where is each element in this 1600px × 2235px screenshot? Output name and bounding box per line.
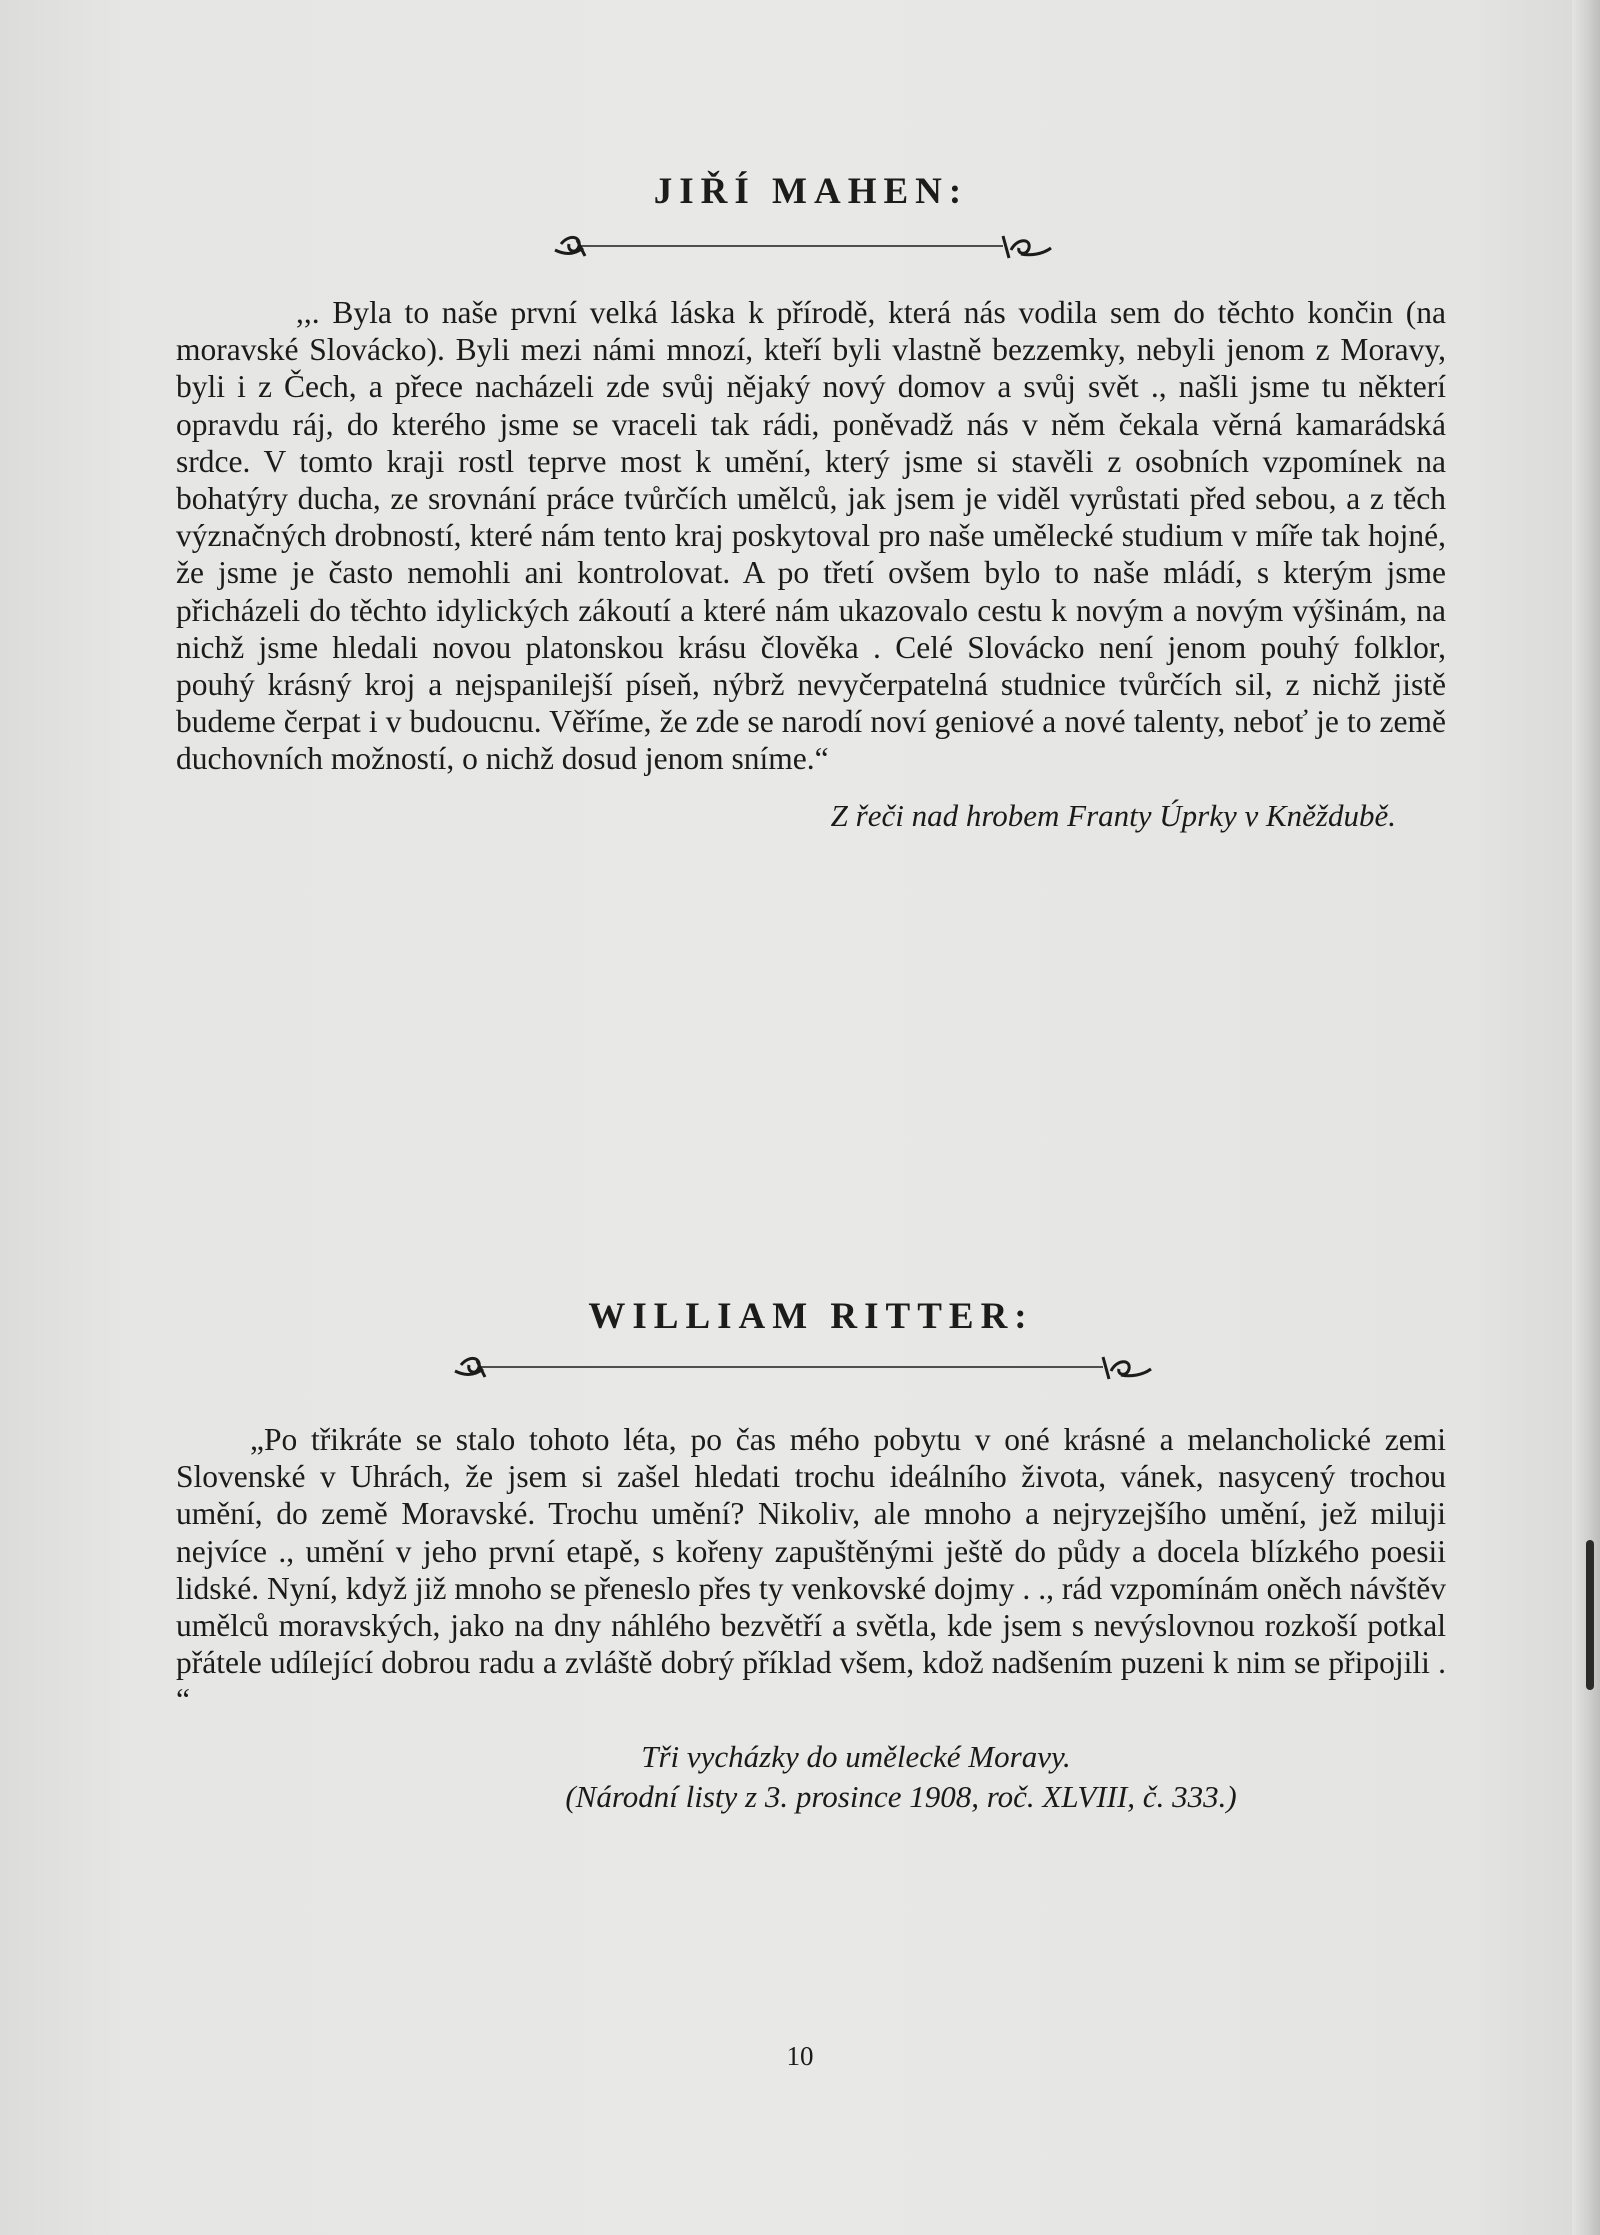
fleuron-rule-icon (551, 226, 1071, 266)
quote-source-citation: (Národní listy z 3. prosince 1908, roč. XLVIII, č. 333.) (565, 1778, 1237, 1814)
quote-paragraph: ,,. Byla to naše první velká láska k přírodě, která nás vodila sem do těchto končin (na moravské Slovácko). Byli mezi námi mnozí, kteří byli vlastně bezzemky, nebyli jenom z Moravy, byli i z Čech, a přece nacházeli zde svůj nějaký nový domov a svůj svět ., našli jsme tu některí opravdu ráj, do kterého jsme se vraceli tak rádi, poněvadž nás v něm čekala věrná kamarádská srdce. V tomto kraji rostl teprve most k umění, který jsme si stavěli z osobních vzpomínek na bohatýry ducha, ze srovnání práce tvůrčích umělců, jak jsem je viděl vyrůstati před sebou, a z těch význačných drobností, které nám tento kraj poskytoval pro naše umělecké studium v míře tak hojné, že jsme je často nemohli ani kontrolovat. A po třetí ovšem bylo to naše mládí, s kterým jsme přicházeli do těchto idylických zákoutí a které nám ukazovalo cestu k novým a novým výšinám, na nichž jsme hledali novou platonskou krásu člověka . Celé Slovácko není jenom pouhý folklor, pouhý krásný kroj a nejspanilejší píseň, nýbrž nevyčerpatelná studnice tvůrčích sil, z nichž jistě budeme čerpat i v budoucnu. Věříme, že zde se narodí noví geniové a nové talenty, neboť je to země duchovních možností, o nichž dosud jenom sníme.“ (176, 295, 1446, 777)
quote-source-title: Tři vycházky do umělecké Moravy. (641, 1738, 1071, 1774)
section-heading: JIŘÍ MAHEN: (653, 171, 969, 212)
section-jiri-mahen (176, 170, 1446, 836)
page-edge (1572, 0, 1600, 2235)
quote-source: Z řeči nad hrobem Franty Úprky v Kněždubě. (830, 797, 1396, 833)
page-number: 10 (786, 2041, 814, 2071)
section-william-ritter (176, 1295, 1446, 1817)
quote-paragraph: „Po třikráte se stalo tohoto léta, po čas mého pobytu v oné krásné a melancholické zemi Slovenské v Uhrách, že jsem si zašel hledati trochu ideálního života, vánek, nasycený trochou umění, do země Moravské. Trochu umění? Nikoliv, ale mnoho a nejryzejšího umění, jež miluji nejvíce ., umění v jeho první etapě, s kořeny zapuštěnými ještě do půdy a docela blízkého poesii lidské. Nyní, když již mnoho se přeneslo přes ty venkovské dojmy . ., rád vzpomínám oněch návštěv umělců moravských, jako na dny náhlého bezvětří a světla, kde jsem s nevýslovnou rozkoší potkal přátele udílející dobrou radu a zvláště dobrý příklad všem, kdož nadšením puzeni k nim se připojili . “ (176, 1422, 1446, 1718)
section-heading: WILLIAM RITTER: (588, 1296, 1034, 1337)
binding-mark (1586, 1540, 1594, 1690)
fleuron-rule-icon (451, 1347, 1171, 1387)
